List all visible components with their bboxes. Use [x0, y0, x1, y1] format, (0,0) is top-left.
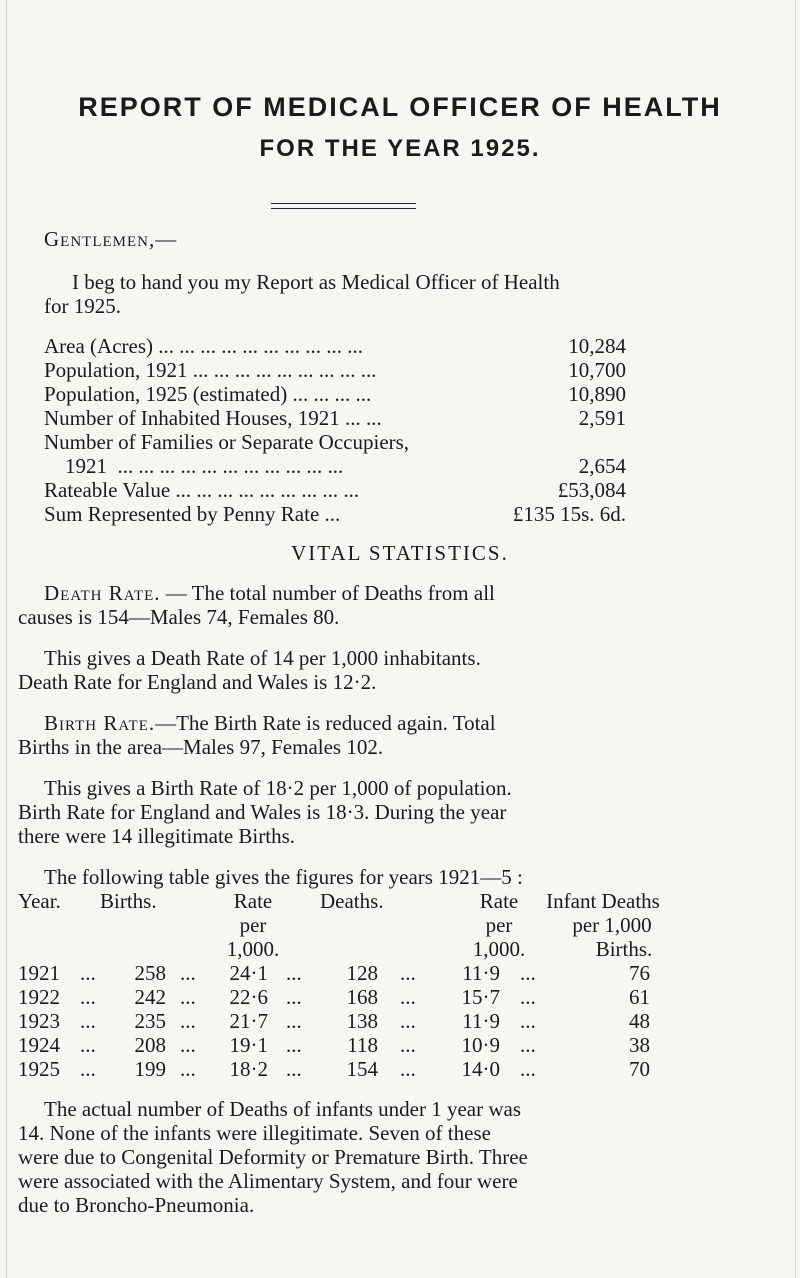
- death-rate-line-2: causes is 154—Males 74, Females 80.: [18, 605, 340, 629]
- cell-year: 1924: [18, 1033, 60, 1057]
- table-intro: The following table gives the figures for years 1921—5 :: [44, 865, 523, 889]
- cell-death-rate: 11·9: [462, 961, 500, 985]
- cell-infant: 38: [629, 1033, 650, 1057]
- cell-death-rate: 10·9: [461, 1033, 500, 1057]
- col-header-rate-1000: 1,000.: [226, 937, 280, 961]
- fact-label: Number of Families or Separate Occupiers,: [44, 430, 410, 454]
- fact-label: Sum Represented by Penny Rate ...: [44, 502, 341, 526]
- title-divider-bottom: [271, 208, 416, 209]
- cell-births: 208: [134, 1033, 166, 1057]
- cell-birth-rate: 22·6: [229, 985, 268, 1009]
- cell-birth-rate: 21·7: [229, 1009, 268, 1033]
- leader-dots: ...: [520, 1033, 536, 1057]
- col-header-death-rate-per: per: [485, 913, 513, 937]
- cell-births: 258: [134, 961, 166, 985]
- birth-rate-line-5: there were 14 illegitimate Births.: [18, 824, 295, 848]
- fact-value: 10,700: [568, 358, 626, 382]
- title-divider-top: [271, 203, 416, 204]
- fact-label: Area (Acres) ... ... ... ... ... ... ... ... ... ...: [44, 334, 364, 358]
- fact-label: 1921 ... ... ... ... ... ... ... ... ... ... ...: [44, 454, 344, 478]
- page-edge-right: [795, 0, 796, 1278]
- leader-dots: ...: [80, 1057, 96, 1081]
- col-header-rate: Rate: [233, 889, 273, 913]
- infant-line-5: due to Broncho-Pneumonia.: [18, 1193, 255, 1217]
- cell-birth-rate: 19·1: [229, 1033, 268, 1057]
- cell-infant: 70: [629, 1057, 650, 1081]
- cell-year: 1923: [18, 1009, 60, 1033]
- cell-deaths: 154: [346, 1057, 378, 1081]
- col-header-death-rate: Rate: [479, 889, 519, 913]
- cell-deaths: 118: [347, 1033, 378, 1057]
- fact-row: [44, 358, 626, 382]
- leader-dots: ...: [286, 1033, 302, 1057]
- leader-dots: ...: [80, 1009, 96, 1033]
- cell-deaths: 138: [346, 1009, 378, 1033]
- cell-infant: 61: [629, 985, 650, 1009]
- infant-line-4: were associated with the Alimentary System, and four were: [18, 1169, 518, 1193]
- report-title: REPORT OF MEDICAL OFFICER OF HEALTH: [78, 92, 722, 122]
- fact-row: [44, 502, 626, 526]
- col-header-births: Births.: [100, 889, 157, 913]
- section-heading: VITAL STATISTICS.: [291, 541, 509, 565]
- leader-dots: ...: [400, 961, 416, 985]
- leader-dots: ...: [80, 1033, 96, 1057]
- col-header-death-rate-1000: 1,000.: [472, 937, 526, 961]
- leader-dots: ...: [400, 985, 416, 1009]
- intro-line-2: for 1925.: [44, 294, 121, 318]
- leader-dots: ...: [180, 1009, 196, 1033]
- col-header-infant-per: per 1,000: [572, 913, 652, 937]
- death-rate-line-3: This gives a Death Rate of 14 per 1,000 inhabitants.: [44, 646, 481, 670]
- fact-label: Rateable Value ... ... ... ... ... ... ... ... ...: [44, 478, 360, 502]
- cell-birth-rate: 24·1: [229, 961, 268, 985]
- leader-dots: ...: [180, 1057, 196, 1081]
- cell-year: 1922: [18, 985, 60, 1009]
- report-subtitle: FOR THE YEAR 1925.: [259, 135, 541, 162]
- cell-year: 1925: [18, 1057, 60, 1081]
- death-rate-line-1: [44, 581, 495, 605]
- col-header-infant-births: Births.: [595, 937, 653, 961]
- col-header-infant: Infant Deaths: [546, 889, 660, 913]
- page-edge-left: [6, 0, 7, 1278]
- fact-value: 10,890: [568, 382, 626, 406]
- cell-infant: 76: [629, 961, 650, 985]
- fact-row: [44, 478, 626, 502]
- death-rate-line-1-text: — The total number of Deaths from all: [160, 581, 495, 605]
- leader-dots: ...: [286, 1009, 302, 1033]
- fact-value: £53,084: [557, 478, 626, 502]
- leader-dots: ...: [286, 985, 302, 1009]
- fact-label: Population, 1921 ... ... ... ... ... ... ... ... ...: [44, 358, 377, 382]
- leader-dots: ...: [180, 985, 196, 1009]
- infant-line-3: were due to Congenital Deformity or Premature Birth. Three: [18, 1145, 528, 1169]
- birth-rate-line-1-text: —The Birth Rate is reduced again. Total: [155, 711, 496, 735]
- leader-dots: ...: [520, 1009, 536, 1033]
- col-header-year: Year.: [18, 889, 61, 913]
- leader-dots: ...: [180, 961, 196, 985]
- birth-rate-line-1: [44, 711, 496, 735]
- cell-year: 1921: [18, 961, 60, 985]
- cell-deaths: 128: [346, 961, 378, 985]
- cell-deaths: 168: [346, 985, 378, 1009]
- col-header-deaths: Deaths.: [320, 889, 384, 913]
- birth-rate-line-3: This gives a Birth Rate of 18·2 per 1,000 of population.: [44, 776, 512, 800]
- cell-births: 242: [134, 985, 166, 1009]
- leader-dots: ...: [400, 1033, 416, 1057]
- leader-dots: ...: [400, 1057, 416, 1081]
- cell-births: 199: [134, 1057, 166, 1081]
- leader-dots: ...: [80, 985, 96, 1009]
- fact-value: 2,654: [578, 454, 626, 478]
- leader-dots: ...: [520, 961, 536, 985]
- leader-dots: ...: [400, 1009, 416, 1033]
- leader-dots: ...: [80, 961, 96, 985]
- fact-row: [44, 334, 626, 358]
- birth-rate-line-4: Birth Rate for England and Wales is 18·3. During the year: [18, 800, 507, 824]
- fact-row: [44, 430, 626, 454]
- cell-births: 235: [134, 1009, 166, 1033]
- death-rate-line-4: Death Rate for England and Wales is 12·2.: [18, 670, 377, 694]
- birth-rate-line-2: Births in the area—Males 97, Females 102.: [18, 735, 384, 759]
- salutation: Gentlemen,—: [44, 227, 178, 251]
- leader-dots: ...: [286, 1057, 302, 1081]
- fact-row: [44, 406, 626, 430]
- leader-dots: ...: [180, 1033, 196, 1057]
- leader-dots: ...: [520, 985, 536, 1009]
- cell-birth-rate: 18·2: [229, 1057, 268, 1081]
- leader-dots: ...: [520, 1057, 536, 1081]
- cell-death-rate: 14·0: [461, 1057, 500, 1081]
- fact-value: £135 15s. 6d.: [512, 502, 626, 526]
- fact-label: Population, 1925 (estimated) ... ... ... ...: [44, 382, 372, 406]
- cell-death-rate: 15·7: [461, 985, 500, 1009]
- cell-infant: 48: [629, 1009, 650, 1033]
- birth-rate-heading: Birth Rate.: [44, 711, 156, 735]
- fact-row: [44, 382, 626, 406]
- infant-line-2: 14. None of the infants were illegitimate. Seven of these: [18, 1121, 491, 1145]
- intro-line-1: I beg to hand you my Report as Medical Officer of Health: [72, 270, 560, 294]
- death-rate-heading: Death Rate.: [44, 581, 161, 605]
- fact-value: 2,591: [578, 406, 626, 430]
- leader-dots: ...: [286, 961, 302, 985]
- cell-death-rate: 11·9: [462, 1009, 500, 1033]
- fact-value: 10,284: [568, 334, 626, 358]
- fact-row: [44, 454, 626, 478]
- infant-line-1: The actual number of Deaths of infants under 1 year was: [44, 1097, 521, 1121]
- col-header-rate-per: per: [239, 913, 267, 937]
- fact-label: Number of Inhabited Houses, 1921 ... ...: [44, 406, 382, 430]
